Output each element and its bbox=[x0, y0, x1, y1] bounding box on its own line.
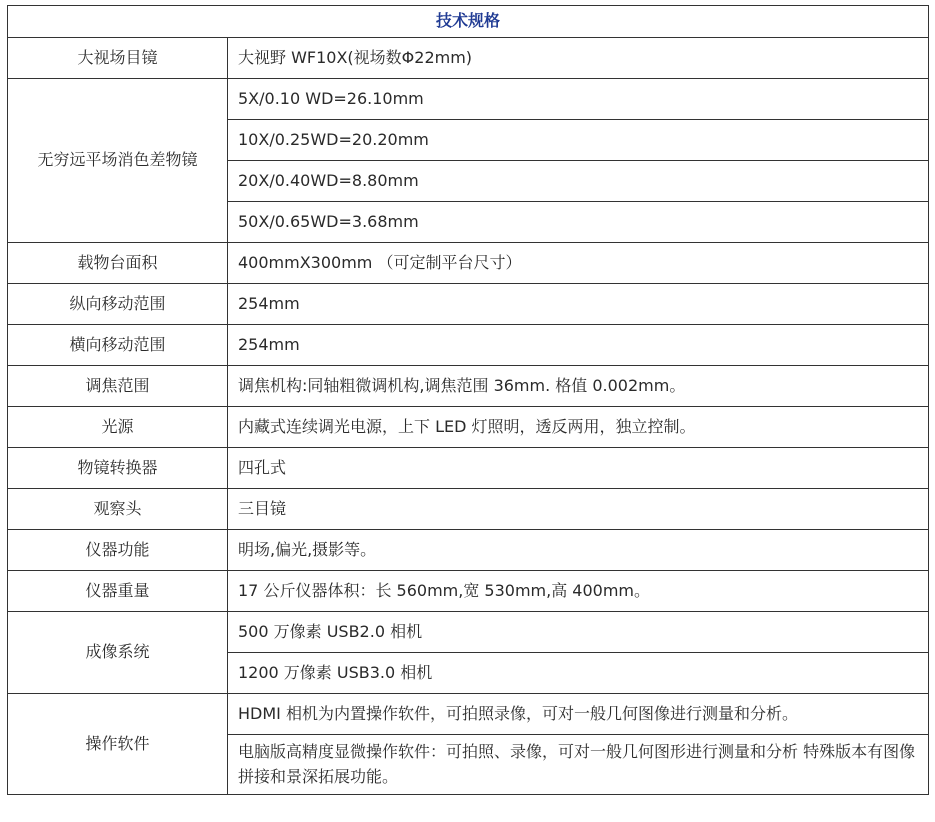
row-value: 10X/0.25WD=20.20mm bbox=[228, 120, 929, 161]
row-label: 大视场目镜 bbox=[8, 38, 228, 79]
row-value: 大视野 WF10X(视场数Φ22mm) bbox=[228, 38, 929, 79]
row-label: 纵向移动范围 bbox=[8, 284, 228, 325]
table-row bbox=[8, 571, 929, 612]
table-row bbox=[8, 448, 929, 489]
row-value: 四孔式 bbox=[228, 448, 929, 489]
row-value: 明场,偏光,摄影等。 bbox=[228, 530, 929, 571]
table-row bbox=[8, 79, 929, 120]
table-row bbox=[8, 694, 929, 735]
row-value: HDMI 相机为内置操作软件，可拍照录像，可对一般几何图像进行测量和分析。 bbox=[228, 694, 929, 735]
row-value: 17 公斤仪器体积：长 560mm,宽 530mm,高 400mm。 bbox=[228, 571, 929, 612]
row-value: 三目镜 bbox=[228, 489, 929, 530]
row-value: 254mm bbox=[228, 284, 929, 325]
table-row bbox=[8, 284, 929, 325]
table-row bbox=[8, 243, 929, 284]
row-label: 仪器功能 bbox=[8, 530, 228, 571]
title-row bbox=[8, 6, 929, 38]
row-label: 无穷远平场消色差物镜 bbox=[8, 79, 228, 243]
row-label: 横向移动范围 bbox=[8, 325, 228, 366]
table-title: 技术规格 bbox=[8, 6, 929, 38]
table-row bbox=[8, 530, 929, 571]
row-value: 内藏式连续调光电源，上下 LED 灯照明，透反两用，独立控制。 bbox=[228, 407, 929, 448]
row-label: 观察头 bbox=[8, 489, 228, 530]
table-row bbox=[8, 38, 929, 79]
row-label: 载物台面积 bbox=[8, 243, 228, 284]
row-value: 500 万像素 USB2.0 相机 bbox=[228, 612, 929, 653]
table-row bbox=[8, 407, 929, 448]
row-value: 400mmX300mm （可定制平台尺寸） bbox=[228, 243, 929, 284]
row-value: 电脑版高精度显微操作软件：可拍照、录像，可对一般几何图形进行测量和分析 特殊版本有图像拼接和景深拓展功能。 bbox=[228, 735, 929, 795]
row-label: 操作软件 bbox=[8, 694, 228, 795]
row-label: 光源 bbox=[8, 407, 228, 448]
row-value: 50X/0.65WD=3.68mm bbox=[228, 202, 929, 243]
row-label: 仪器重量 bbox=[8, 571, 228, 612]
row-label: 物镜转换器 bbox=[8, 448, 228, 489]
table-row bbox=[8, 612, 929, 653]
row-value: 5X/0.10 WD=26.10mm bbox=[228, 79, 929, 120]
table-row bbox=[8, 325, 929, 366]
spec-table bbox=[7, 5, 929, 795]
row-value: 1200 万像素 USB3.0 相机 bbox=[228, 653, 929, 694]
table-row bbox=[8, 489, 929, 530]
table-row bbox=[8, 366, 929, 407]
row-label: 成像系统 bbox=[8, 612, 228, 694]
row-value: 20X/0.40WD=8.80mm bbox=[228, 161, 929, 202]
row-value: 调焦机构:同轴粗微调机构,调焦范围 36mm. 格值 0.002mm。 bbox=[228, 366, 929, 407]
row-value: 254mm bbox=[228, 325, 929, 366]
row-label: 调焦范围 bbox=[8, 366, 228, 407]
